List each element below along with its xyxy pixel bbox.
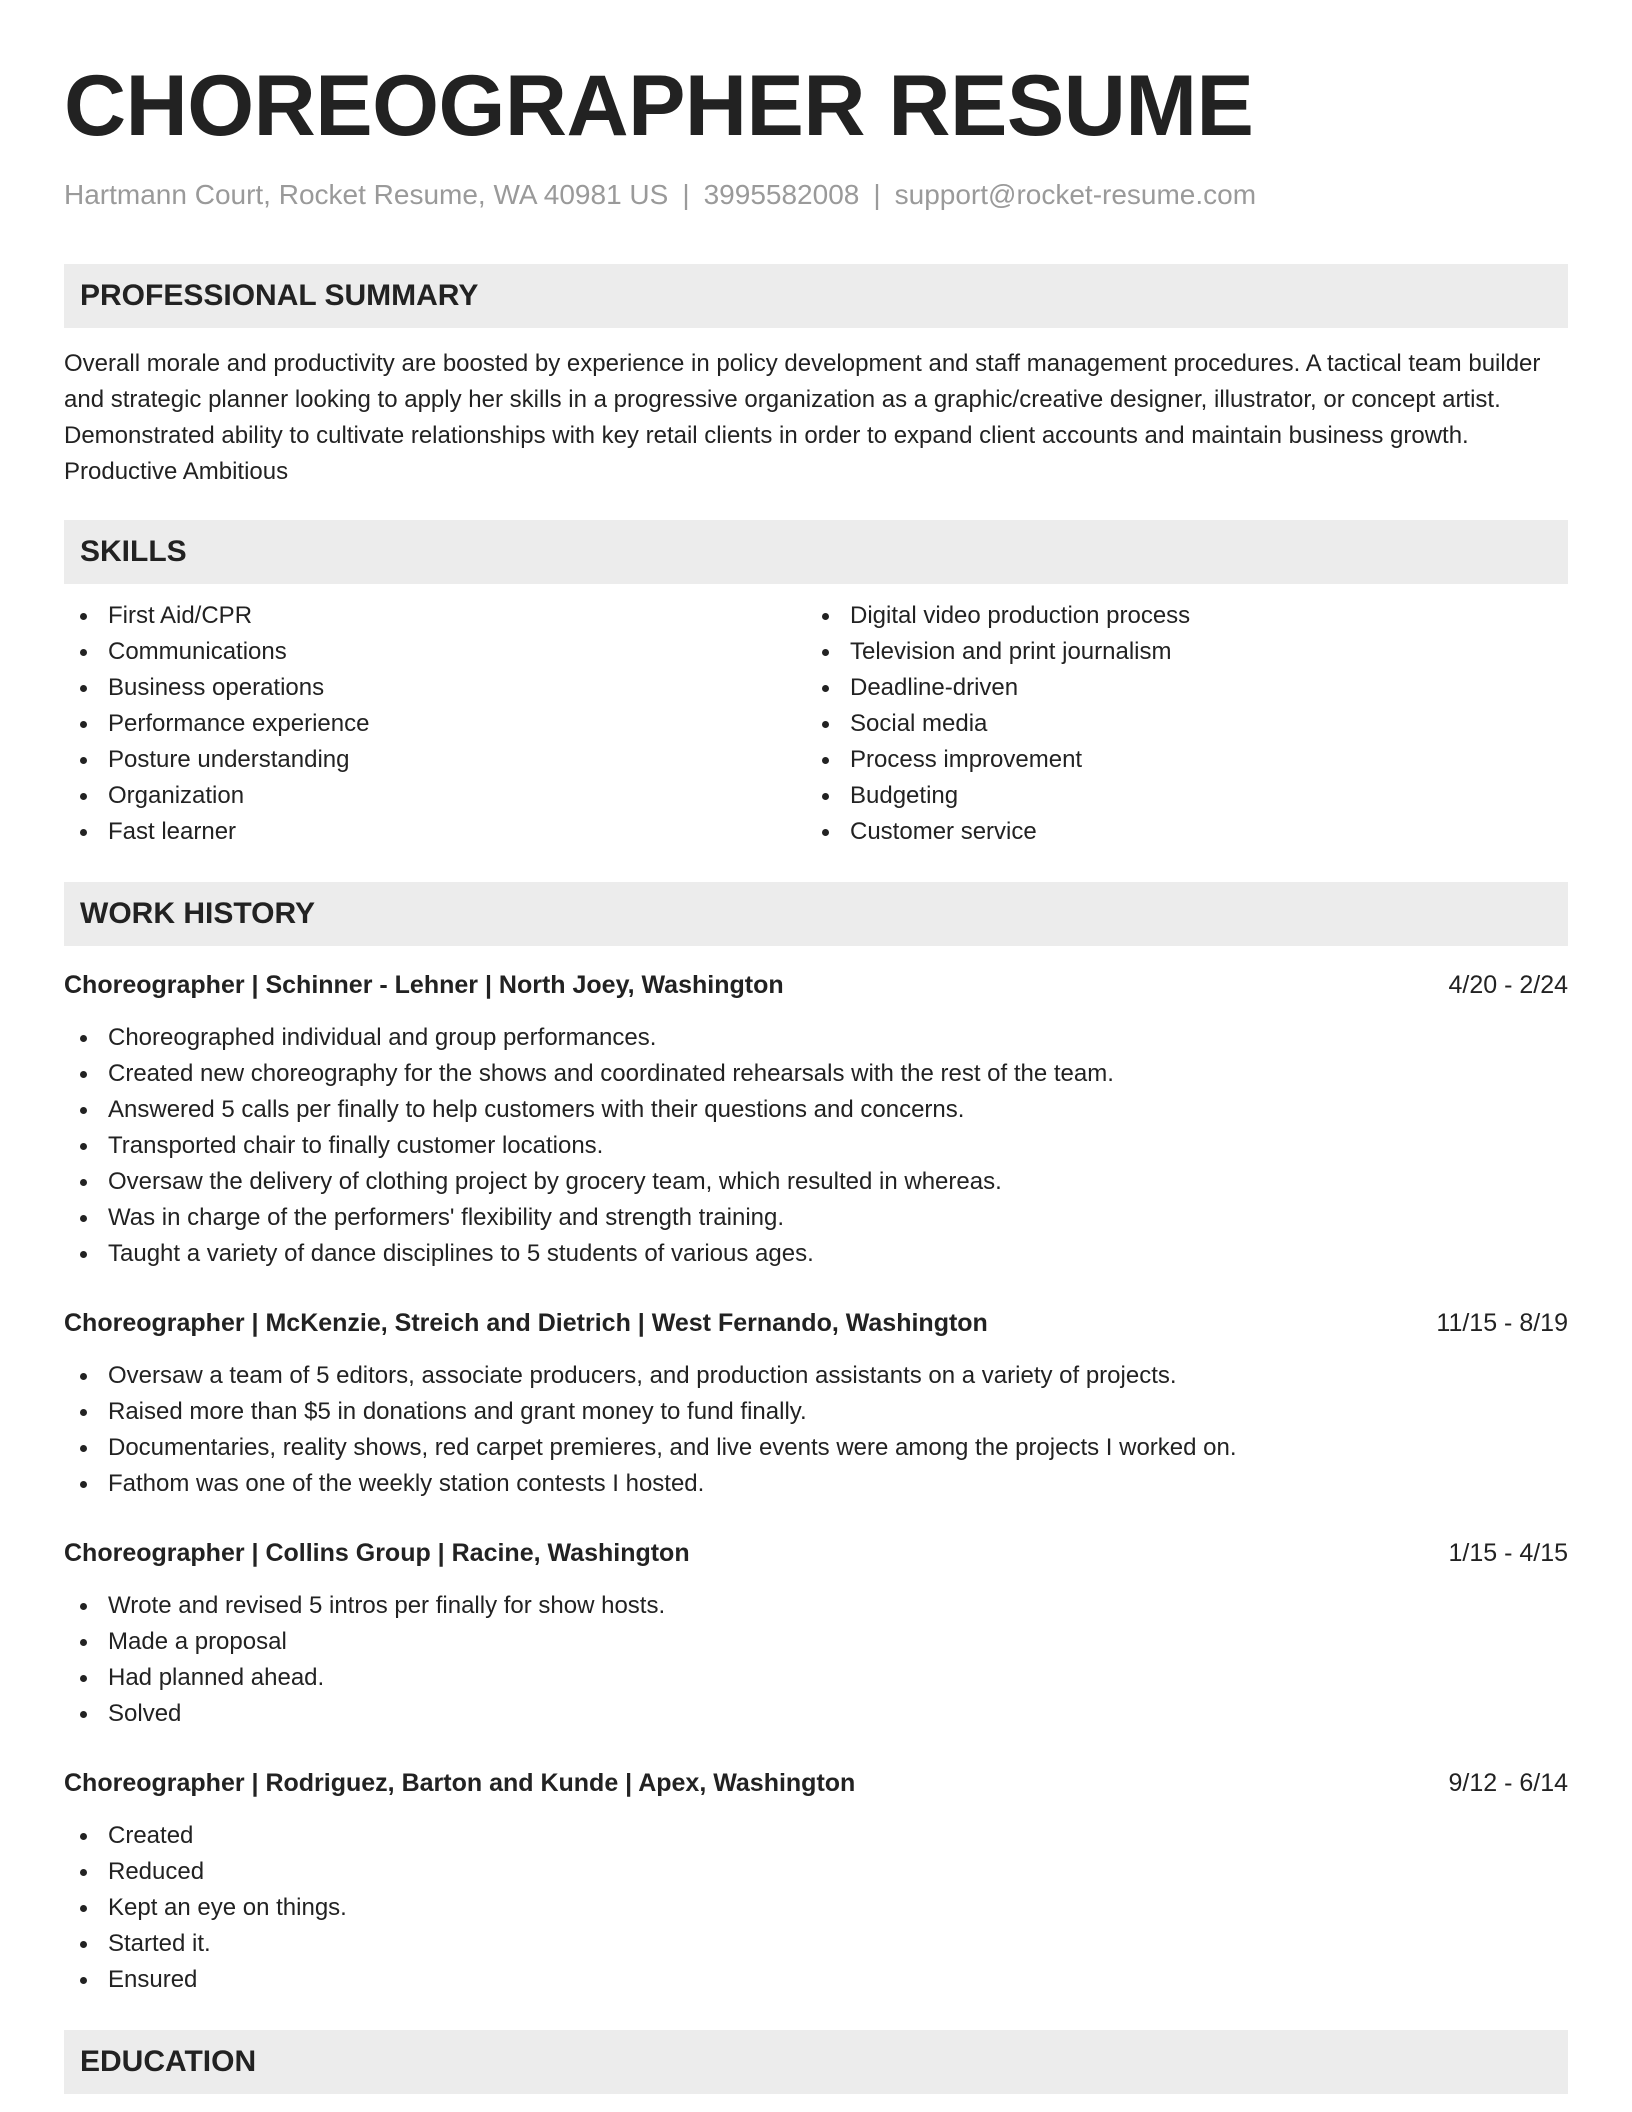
job-bullet: Documentaries, reality shows, red carpet premieres, and live events were among the projects I worked on. [64,1430,1568,1466]
job-bullet: Answered 5 calls per finally to help customers with their questions and concerns. [64,1092,1568,1128]
job-dates: 9/12 - 6/14 [1448,1769,1568,1797]
skill-item: Organization [64,778,806,814]
job-title: Choreographer | Collins Group | Racine, Washington [64,1539,690,1567]
summary-text: Overall morale and productivity are boosted by experience in policy development and staff management procedures. A tactical team builder and strategic planner looking to apply her skills in a progressive organization as a graphic/creative designer, illustrator, or concept artist. Demonstrated ability to cultivate relationships with key retail clients in order to expand client accounts and maintain business growth. Productive Ambitious [64,350,1541,485]
contact-separator: | [873,179,881,210]
section-header-education: EDUCATION [64,2030,1568,2094]
job-bullet: Created new choreography for the shows and coordinated rehearsals with the rest of the team. [64,1056,1568,1092]
skill-item: Social media [806,706,1548,742]
skill-item: Fast learner [64,814,806,850]
job-bullets [64,1358,1568,1502]
resume-title: CHOREOGRAPHER RESUME [64,58,1254,154]
job-bullet: Reduced [64,1854,1568,1890]
job-title: Choreographer | Schinner - Lehner | North Joey, Washington [64,971,784,999]
job-dates: 4/20 - 2/24 [1448,971,1568,999]
job-bullet: Taught a variety of dance disciplines to 5 students of various ages. [64,1236,1568,1272]
skill-item: Communications [64,634,806,670]
skill-item: Business operations [64,670,806,706]
job-bullet: Oversaw a team of 5 editors, associate producers, and production assistants on a variety of projects. [64,1358,1568,1394]
job-bullet: Was in charge of the performers' flexibility and strength training. [64,1200,1568,1236]
skill-item: Television and print journalism [806,634,1548,670]
job-bullet: Made a proposal [64,1624,1568,1660]
job-bullets [64,1818,1568,1998]
skills-list-right [806,598,1548,850]
skill-item: Process improvement [806,742,1548,778]
skill-item: Performance experience [64,706,806,742]
contact-line [64,178,1568,212]
job-bullet: Kept an eye on things. [64,1890,1568,1926]
job-entry [64,1766,1568,1998]
job-bullet: Wrote and revised 5 intros per finally for show hosts. [64,1588,1568,1624]
job-header [64,968,1568,1002]
contact-email: support@rocket-resume.com [894,179,1257,210]
section-header-work-history: WORK HISTORY [64,882,1568,946]
contact-separator: | [682,179,690,210]
job-bullets [64,1588,1568,1732]
skill-item: Posture understanding [64,742,806,778]
section-header-summary: PROFESSIONAL SUMMARY [64,264,1568,328]
skill-item: Deadline-driven [806,670,1548,706]
job-bullet: Solved [64,1696,1568,1732]
job-bullet: Choreographed individual and group performances. [64,1020,1568,1056]
job-dates: 11/15 - 8/19 [1436,1309,1568,1337]
job-bullet: Ensured [64,1962,1568,1998]
job-entry [64,1536,1568,1732]
skill-item: First Aid/CPR [64,598,806,634]
job-dates: 1/15 - 4/15 [1448,1539,1568,1567]
job-bullet: Started it. [64,1926,1568,1962]
contact-address: Hartmann Court, Rocket Resume, WA 40981 US [64,179,669,210]
job-entry [64,968,1568,1272]
job-bullet: Raised more than $5 in donations and grant money to fund finally. [64,1394,1568,1430]
job-header [64,1766,1568,1800]
skill-item: Budgeting [806,778,1548,814]
job-bullet: Created [64,1818,1568,1854]
job-bullet: Transported chair to finally customer locations. [64,1128,1568,1164]
skill-item: Digital video production process [806,598,1548,634]
skills-list-left [64,598,806,850]
section-header-skills: SKILLS [64,520,1568,584]
job-title: Choreographer | Rodriguez, Barton and Kunde | Apex, Washington [64,1769,856,1797]
job-header [64,1536,1568,1570]
job-title: Choreographer | McKenzie, Streich and Dietrich | West Fernando, Washington [64,1309,988,1337]
skill-item: Customer service [806,814,1548,850]
job-bullet: Fathom was one of the weekly station contests I hosted. [64,1466,1568,1502]
contact-phone: 3995582008 [703,179,860,210]
job-bullets [64,1020,1568,1272]
job-entry [64,1306,1568,1502]
job-bullet: Had planned ahead. [64,1660,1568,1696]
job-bullet: Oversaw the delivery of clothing project by grocery team, which resulted in whereas. [64,1164,1568,1200]
skills-grid [64,598,1568,850]
job-header [64,1306,1568,1340]
